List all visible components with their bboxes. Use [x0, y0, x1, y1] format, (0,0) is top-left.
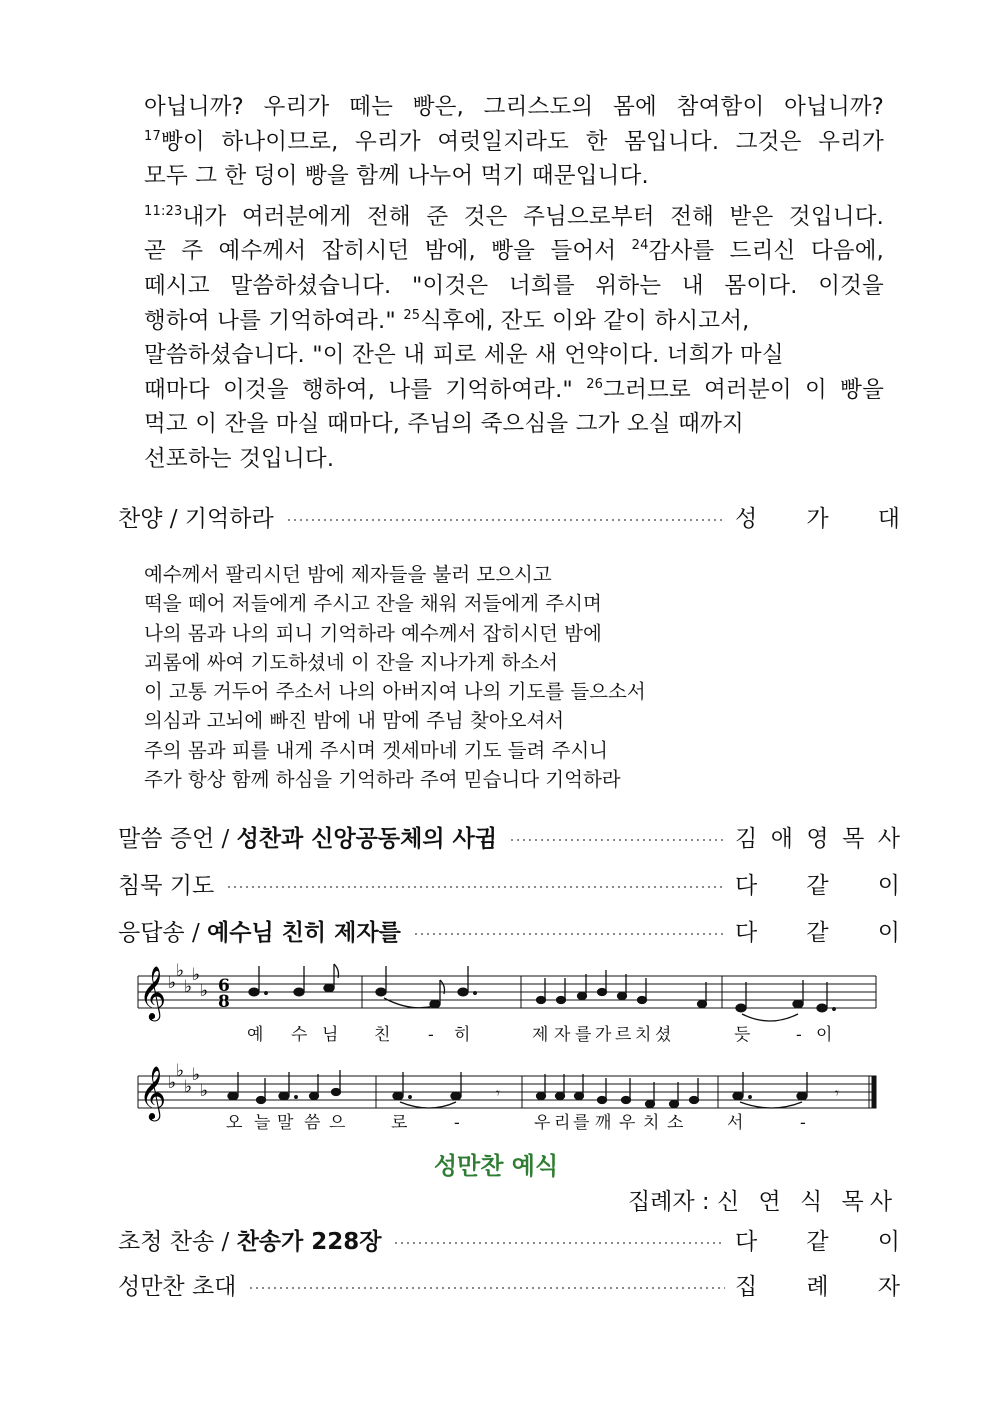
order-label: 찬양 / 기억하라 [118, 505, 274, 532]
scripture-line: 모두 그 한 덩이 빵을 함께 나누어 먹기 때문입니다. [144, 163, 649, 190]
order-performer: 성 가 대 [735, 505, 900, 532]
svg-text:우: 우 [534, 1113, 551, 1133]
order-performer: 다 같 이 [735, 919, 900, 946]
leader-dots [509, 839, 725, 841]
staff-line-2 [138, 1076, 876, 1108]
svg-text:히: 히 [454, 1025, 471, 1045]
scripture-line: 말씀하셨습니다. "이 잔은 내 피로 세운 새 언약이다. 너희가 마실 [144, 342, 784, 369]
svg-text:서: 서 [727, 1113, 744, 1133]
scripture-line: 행하여 나를 기억하여라." $^{25}$식후에, 잔도 이와 같이 하시고서, [144, 307, 750, 334]
svg-text:치: 치 [643, 1113, 660, 1133]
scripture-line: $^{11:23}$내가 여러분에게 전해 준 것은 주님으로부터 전해 받은 것입니다. [144, 203, 884, 230]
scripture-line: $^{17}$빵이 하나이므로, 우리가 여럿일지라도 한 몸입니다. 그것은 우리가 [144, 128, 884, 155]
verse-number: 17 [144, 128, 161, 144]
treble-clef-icon: 𝄞 [139, 1065, 167, 1119]
order-performer: 다 같 이 [735, 872, 900, 899]
leader-dots [286, 519, 725, 521]
order-item-invitation [118, 1266, 900, 1302]
svg-text:자: 자 [554, 1025, 571, 1045]
svg-text:수: 수 [291, 1025, 308, 1045]
svg-text:♭: ♭ [200, 981, 209, 1001]
svg-text:소: 소 [667, 1113, 684, 1133]
time-signature-bottom: 8 [218, 992, 230, 1012]
svg-text:𝄾: 𝄾 [835, 1084, 839, 1102]
svg-text:♭: ♭ [176, 1061, 185, 1081]
svg-text:♭: ♭ [168, 1073, 177, 1093]
svg-text:셨: 셨 [655, 1025, 672, 1045]
lyrics-line-2 [226, 1112, 806, 1133]
scripture-line: 아닙니까? 우리가 떼는 빵은, 그리스도의 몸에 참여함이 아닙니까? [144, 94, 884, 120]
hymn-number: 찬송가 228장 [236, 1228, 382, 1255]
svg-text:♭: ♭ [176, 962, 185, 981]
svg-text:♭: ♭ [200, 1081, 209, 1101]
leader-dots [226, 886, 725, 888]
svg-text:-: - [428, 1025, 434, 1045]
verse-number: 26 [586, 376, 604, 392]
scripture-line: 곧 주 예수께서 잡히시던 밤에, 빵을 들어서 $^{24}$감사를 드리신 다음에, [144, 238, 884, 265]
scripture-paragraph-1 [144, 90, 884, 194]
scripture-line: 떼시고 말씀하셨습니다. "이것은 너희를 위하는 내 몸이다. 이것을 [144, 272, 884, 299]
svg-text:씀: 씀 [304, 1113, 321, 1133]
order-label: 말씀 증언 / 성찬과 신앙공동체의 사귐 [118, 825, 497, 852]
order-item-anthem [118, 498, 900, 534]
svg-text:제: 제 [532, 1025, 549, 1045]
order-label: 침묵 기도 [118, 872, 215, 899]
order-label: 초청 찬송 / 찬송가 228장 [118, 1228, 382, 1255]
scripture-line: 선포하는 것입니다. [144, 445, 335, 472]
svg-text:으: 으 [329, 1113, 346, 1133]
svg-text:로: 로 [391, 1113, 408, 1133]
lyric-line: 떡을 떼어 저들에게 주시고 잔을 채워 저들에게 주시며 [144, 592, 602, 616]
time-signature-top: 6 [218, 976, 230, 996]
presider-name: 신 연 식 목사 [716, 1189, 898, 1215]
scripture-line: 때마다 이것을 행하여, 나를 기억하여라." $^{26}$그러므로 여러분이 이 빵을 [144, 376, 885, 403]
svg-text:우: 우 [619, 1113, 636, 1133]
lyric-line: 이 고통 거두어 주소서 나의 아버지여 나의 기도를 들으소서 [144, 680, 646, 704]
scripture-paragraph-2 [144, 200, 884, 477]
svg-text:르: 르 [615, 1025, 632, 1045]
svg-text:치: 치 [635, 1025, 652, 1045]
lyrics-line-1 [247, 1024, 832, 1045]
svg-text:𝄾: 𝄾 [496, 1084, 500, 1102]
svg-text:♭: ♭ [192, 965, 201, 985]
svg-text:♭: ♭ [184, 1077, 193, 1097]
svg-text:-: - [796, 1025, 802, 1045]
verse-number: 25 [403, 307, 421, 323]
sermon-title: 성찬과 신앙공동체의 사귐 [236, 825, 497, 852]
svg-text:♭: ♭ [192, 1065, 201, 1085]
key-signature-flats [168, 962, 208, 1001]
verse-number: 24 [631, 238, 649, 254]
presider [628, 1183, 898, 1216]
lyric-line: 의심과 고뇌에 빠진 밤에 내 맘에 주님 찾아오셔서 [144, 709, 565, 733]
order-performer: 집 례 자 [735, 1273, 900, 1300]
svg-text:님: 님 [322, 1025, 339, 1045]
lyric-line: 주의 몸과 피를 내게 주시며 겟세마네 기도 들려 주시니 [144, 738, 609, 762]
svg-text:를: 를 [573, 1113, 590, 1133]
scripture-line: 먹고 이 잔을 마실 때마다, 주님의 죽으심을 그가 오실 때까지 [144, 411, 744, 438]
svg-text:를: 를 [575, 1025, 592, 1045]
svg-text:♭: ♭ [168, 973, 177, 993]
svg-text:말: 말 [277, 1113, 294, 1133]
presider-label: 집례자 : [627, 1189, 717, 1215]
svg-text:리: 리 [554, 1113, 571, 1133]
response-title: 예수님 친히 제자를 [207, 919, 401, 946]
svg-text:친: 친 [374, 1025, 391, 1045]
section-title: 성만찬 예식 [433, 1152, 559, 1180]
svg-text:예: 예 [247, 1025, 264, 1045]
svg-text:-: - [800, 1113, 806, 1133]
svg-text:-: - [454, 1113, 460, 1133]
order-item-silent-prayer [118, 865, 900, 901]
music-score [136, 962, 882, 1134]
anthem-lyrics [144, 560, 864, 794]
order-item-response [118, 912, 900, 948]
leader-dots [248, 1287, 725, 1289]
lyric-line: 괴롬에 싸여 기도하셨네 이 잔을 지나가게 하소서 [144, 650, 558, 674]
order-label: 성만찬 초대 [118, 1273, 237, 1300]
svg-text:오: 오 [226, 1113, 243, 1133]
scripture-passage [144, 90, 884, 477]
svg-text:가: 가 [595, 1025, 612, 1045]
rest-icon [496, 1084, 839, 1102]
lyric-line: 주가 항상 함께 하심을 기억하라 주여 믿습니다 기억하라 [144, 768, 621, 792]
order-performer: 김 애 영 목 사 [735, 825, 900, 852]
svg-text:늘: 늘 [254, 1113, 271, 1133]
key-signature-flats [168, 1061, 208, 1101]
svg-text:이: 이 [816, 1025, 833, 1045]
leader-dots [393, 1242, 725, 1244]
svg-text:깨: 깨 [595, 1113, 612, 1133]
order-item-sermon [118, 818, 900, 854]
verse-number: 11:23 [144, 203, 183, 219]
order-label: 응답송 / 예수님 친히 제자를 [118, 919, 401, 946]
lyric-line: 예수께서 팔리시던 밤에 제자들을 불러 모으시고 [144, 563, 552, 586]
treble-clef-icon: 𝄞 [139, 965, 167, 1019]
lyric-line: 나의 몸과 나의 피니 기억하라 예수께서 잡히시던 밤에 [144, 621, 602, 645]
leader-dots [413, 933, 725, 935]
svg-text:듯: 듯 [734, 1025, 751, 1045]
order-item-invitation-hymn [118, 1221, 900, 1257]
svg-text:♭: ♭ [184, 977, 193, 997]
order-performer: 다 같 이 [735, 1228, 900, 1255]
